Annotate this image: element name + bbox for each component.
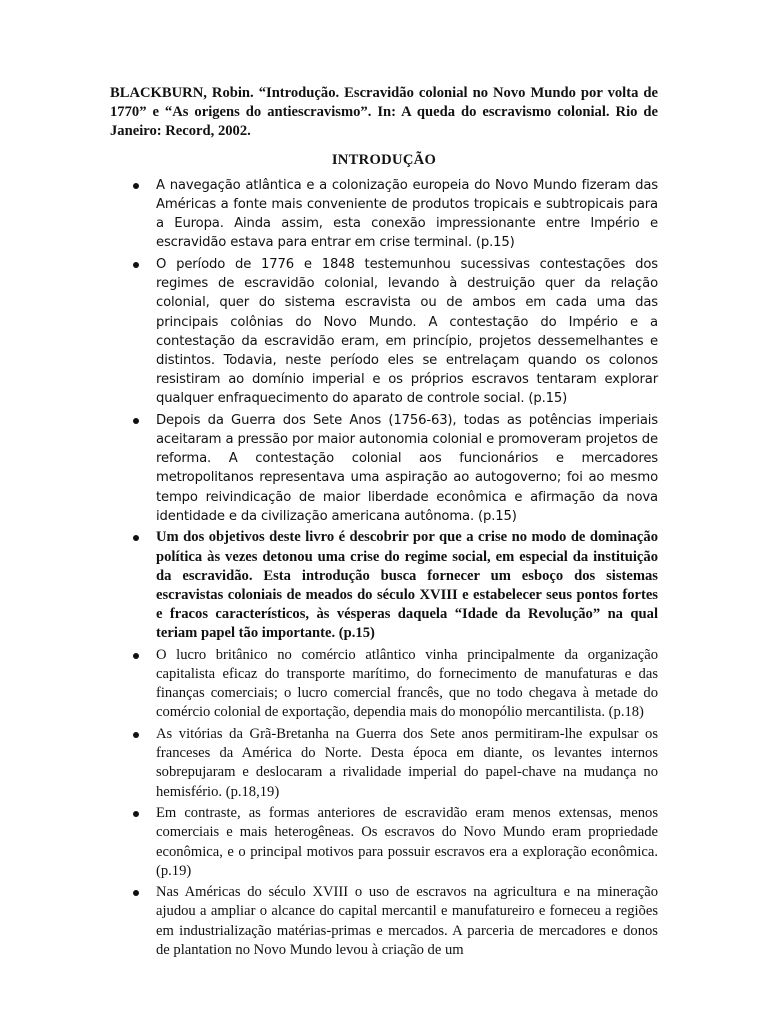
- bullet-icon: [133, 890, 139, 896]
- list-item: [110, 883, 658, 960]
- bullet-icon: [133, 183, 139, 189]
- list-item: [110, 804, 658, 881]
- bullet-icon: [133, 262, 139, 268]
- list-item-text: O período de 1776 e 1848 testemunhou sucessivas contestações dos regimes de escravidão colonial, levando à destruição quer da relação colonial, quer do sistema escravista ou de ambos em cada uma das principais colônias do Novo Mundo. A contestação do Império e a contestação da escravidão eram, em princípio, projetos dessemelhantes e distintos. Todavia, neste período eles se entrelaçam quando os colonos resistiram ao domínio imperial e os próprios escravos tentaram explorar qualquer enfraquecimento do aparato de controle social. (p.15): [156, 256, 658, 407]
- list-item: [110, 411, 658, 526]
- bullet-icon: [133, 535, 139, 541]
- bullet-icon: [133, 811, 139, 817]
- list-item-text: As vitórias da Grã-Bretanha na Guerra dos Sete anos permitiram-lhe expulsar os franceses da América do Norte. Desta época em diante, os levantes internos sobrepujaram e deslocaram a rivalidade imperial do papel-chave na mudança no hemisfério. (p.18,19): [156, 725, 658, 800]
- list-item-text: Um dos objetivos deste livro é descobrir por que a crise no modo de dominação política às vezes detonou uma crise do regime social, em especial da instituição da escravidão. Esta introdução busca fornecer um esboço dos sistemas escravistas coloniais de meados do século XVIII e estabelecer seus pontos fortes e fracos característicos, às vésperas daquela “Idade da Revolução” na qual teriam papel tão importante. (p.15): [156, 529, 658, 642]
- list-item: [110, 646, 658, 723]
- list-item-text: Depois da Guerra dos Sete Anos (1756-63), todas as potências imperiais aceitaram a pressão por maior autonomia colonial e promoveram projetos de reforma. A contestação colonial aos funcionários e mercadores metropolitanos representava uma aspiração ao autogoverno; foi ao mesmo tempo reivindicação de maior liberdade econômica e afirmação da nova identidade e da civilização americana autônoma. (p.15): [156, 412, 658, 524]
- bullet-list: [110, 176, 658, 960]
- list-item: [110, 176, 658, 253]
- section-heading: INTRODUÇÃO: [331, 151, 437, 168]
- list-item: [110, 255, 658, 409]
- list-item-text: O lucro britânico no comércio atlântico vinha principalmente da organização capitalista eficaz do transporte marítimo, do fornecimento de manufaturas e das finanças comerciais; o lucro comercial francês, que no todo chegava à metade do comércio colonial de exportação, dependia mais do monopólio mercantilista. (p.18): [156, 646, 658, 721]
- document-page: [110, 84, 658, 962]
- list-item-text: A navegação atlântica e a colonização europeia do Novo Mundo fizeram das Américas a fonte mais conveniente de produtos tropicais e subtropicais para a Europa. Ainda assim, esta conexão impressionante entre Império e escravidão estava para entrar em crise terminal. (p.15): [156, 177, 658, 251]
- list-item: [110, 528, 658, 643]
- bullet-icon: [133, 732, 139, 738]
- list-item-text: Nas Américas do século XVIII o uso de escravos na agricultura e na mineração ajudou a ampliar o alcance do capital mercantil e manufatureiro e forneceu a regiões em industrialização matérias-primas e mercados. A parceria de mercadores e donos de plantation no Novo Mundo levou à criação de um: [156, 884, 658, 958]
- bullet-icon: [133, 653, 139, 659]
- list-item-text: Em contraste, as formas anteriores de escravidão eram menos extensas, menos comerciais e mais heterogêneas. Os escravos do Novo Mundo eram propriedade econômica, e o principal motivos para possuir escravos era a exploração econômica. (p.19): [156, 805, 658, 879]
- bullet-icon: [133, 418, 139, 424]
- citation: BLACKBURN, Robin. “Introdução. Escravidão colonial no Novo Mundo por volta de 1770” e “As origens do antiescravismo”. In: A queda do escravismo colonial. Rio de Janeiro: Record, 2002.: [110, 85, 658, 140]
- list-item: [110, 725, 658, 802]
